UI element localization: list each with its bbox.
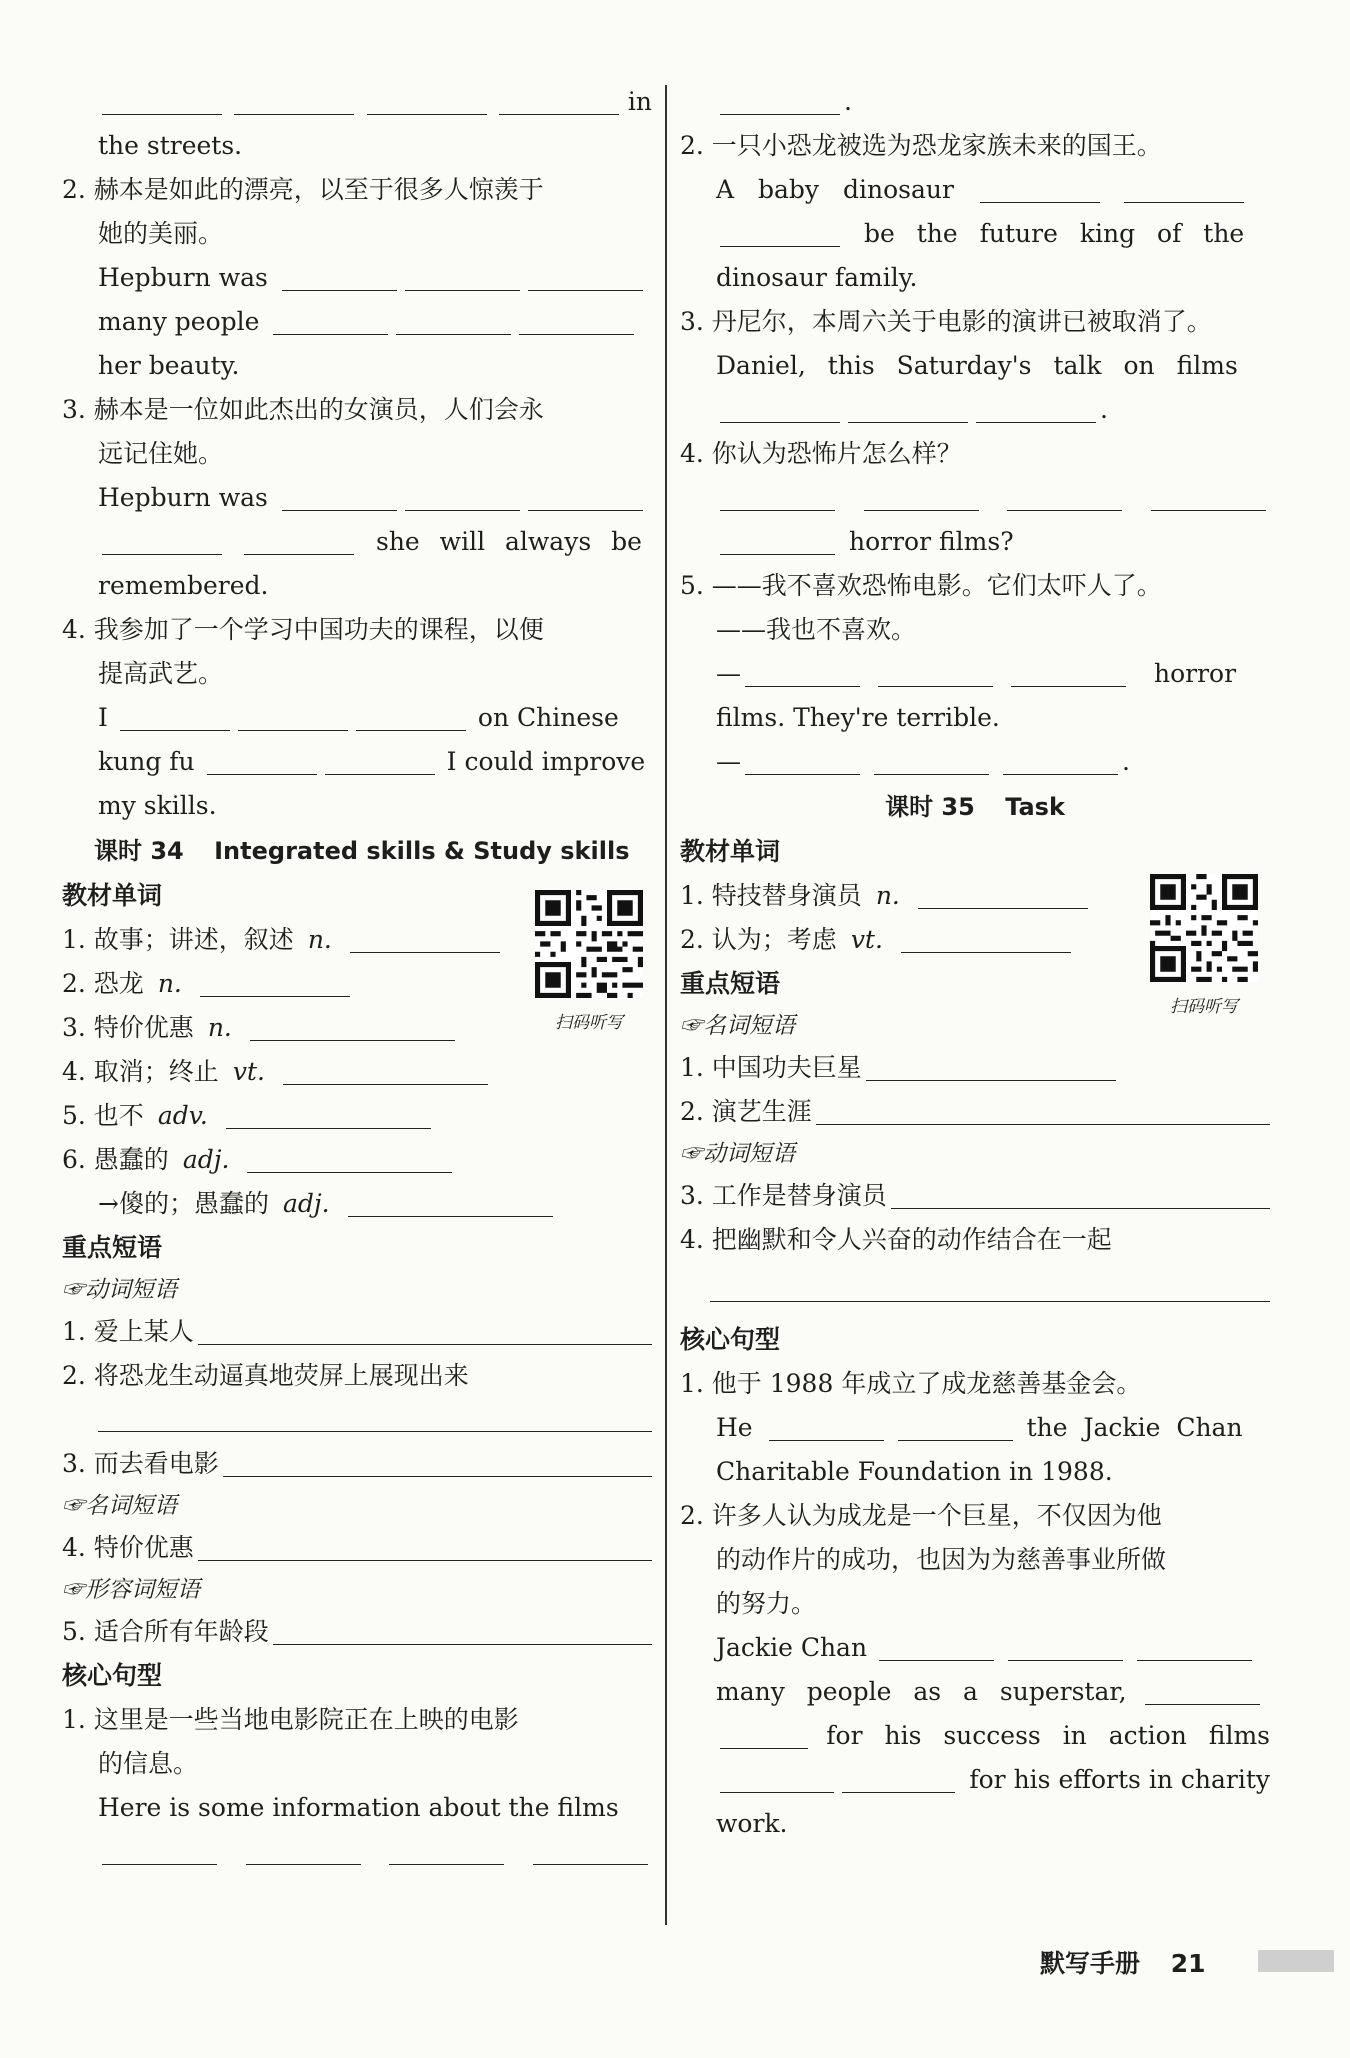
question-2: 2. 赫本是如此的漂亮，以至于很多人惊羡于 <box>62 175 544 204</box>
blank[interactable] <box>874 754 989 775</box>
blank[interactable] <box>234 94 354 115</box>
blank[interactable] <box>864 490 979 511</box>
text: I <box>98 703 108 732</box>
phrase-item <box>62 1310 652 1354</box>
qr-left <box>535 890 643 1033</box>
phrase-cn: 3. 而去看电影 <box>62 1449 219 1478</box>
text-line: Here is some information about the films <box>98 1793 619 1822</box>
blank[interactable] <box>396 314 511 335</box>
vocab-pos: adj. <box>282 1189 330 1218</box>
blank[interactable] <box>891 1188 1270 1209</box>
answer-line <box>62 520 652 564</box>
text: . <box>844 87 852 116</box>
blank[interactable] <box>102 534 222 555</box>
text-line: 的信息。 <box>98 1749 199 1778</box>
blank[interactable] <box>120 710 230 731</box>
text-line: 提高武艺。 <box>98 659 224 688</box>
blank[interactable] <box>226 1108 431 1129</box>
blank[interactable] <box>223 1456 652 1477</box>
blank[interactable] <box>976 402 1096 423</box>
blank-line <box>62 1398 652 1442</box>
question-3: 3. 丹尼尔，本周六关于电影的演讲已被取消了。 <box>680 307 1212 336</box>
lesson-number: 课时 34 <box>94 837 184 865</box>
text-line: my skills. <box>98 791 217 820</box>
answer-line <box>62 476 652 520</box>
text: He <box>716 1413 753 1442</box>
answer-line <box>680 168 1270 212</box>
text: Jackie Chan <box>716 1633 868 1662</box>
blank[interactable] <box>207 754 317 775</box>
blank[interactable] <box>282 490 397 511</box>
text: in <box>627 87 652 116</box>
phrase-cn: 2. 演艺生涯 <box>680 1097 812 1126</box>
vocab-pos: adj. <box>182 1145 230 1174</box>
blank[interactable] <box>980 182 1100 203</box>
vocab-cn: 4. 取消；终止 <box>62 1057 219 1086</box>
blank[interactable] <box>1145 1684 1260 1705</box>
blank[interactable] <box>720 490 835 511</box>
answer-line <box>680 740 1270 784</box>
blank[interactable] <box>918 888 1088 909</box>
blank[interactable] <box>898 1420 1013 1441</box>
text: horror <box>1154 659 1237 688</box>
text-line: 远记住她。 <box>98 439 224 468</box>
text: many people as a superstar, <box>716 1677 1127 1706</box>
blank[interactable] <box>816 1104 1270 1125</box>
blank[interactable] <box>710 1300 1270 1302</box>
blank-line <box>680 80 1270 124</box>
vocab-pos: n. <box>157 969 182 998</box>
text-line: ——我也不喜欢。 <box>716 615 917 644</box>
answer-line <box>62 740 652 784</box>
lesson-34-title <box>62 828 652 874</box>
blank[interactable] <box>1124 182 1244 203</box>
blank-line <box>680 388 1270 432</box>
blank[interactable] <box>848 402 968 423</box>
blank[interactable] <box>246 1844 361 1865</box>
text: — <box>716 747 741 776</box>
verb-phrases-label: ☞动词短语 <box>680 1141 795 1167</box>
blank[interactable] <box>519 314 634 335</box>
blank[interactable] <box>1151 490 1266 511</box>
vocab-item <box>62 1050 652 1094</box>
vocab-pos: n. <box>207 1013 232 1042</box>
blank[interactable] <box>247 1152 452 1173</box>
vocab-cn: →傻的；愚蠢的 <box>98 1189 269 1218</box>
lesson-name: Task <box>1005 793 1065 821</box>
question-2: 2. 一只小恐龙被选为恐龙家族未来的国王。 <box>680 131 1162 160</box>
vocab-pos: vt. <box>232 1057 265 1086</box>
qr-right <box>1150 874 1258 1017</box>
phrase-item: 4. 把幽默和令人兴奋的动作结合在一起 <box>680 1225 1112 1254</box>
noun-phrases-label: ☞名词短语 <box>62 1493 177 1519</box>
blank[interactable] <box>720 402 840 423</box>
phrase-item <box>680 1174 1270 1218</box>
answer-line <box>680 1406 1270 1450</box>
text: be the future king of the <box>864 219 1245 248</box>
answer-line <box>680 1714 1270 1758</box>
blank-line <box>680 476 1270 520</box>
text: for his success in action films <box>826 1721 1270 1750</box>
text: I could improve <box>446 747 646 776</box>
phrase-cn: 3. 工作是替身演员 <box>680 1181 887 1210</box>
blank[interactable] <box>533 1844 648 1865</box>
text: . <box>1122 747 1130 776</box>
text: the Jackie Chan <box>1026 1413 1243 1442</box>
qr-code-icon[interactable] <box>535 890 643 998</box>
answer-line <box>62 696 652 740</box>
sentence-item: 1. 这里是一些当地电影院正在上映的电影 <box>62 1705 519 1734</box>
text: A baby dinosaur <box>716 175 954 204</box>
question-3: 3. 赫本是一位如此杰出的女演员，人们会永 <box>62 395 544 424</box>
section-vocab: 教材单词 <box>62 881 163 910</box>
vocab-cn: 2. 恐龙 <box>62 969 144 998</box>
verb-phrases-label: ☞动词短语 <box>62 1277 177 1303</box>
section-sentences: 核心句型 <box>62 1661 163 1690</box>
qr-caption: 扫码听写 <box>555 1013 623 1033</box>
vocab-cn: 1. 故事；讲述，叙述 <box>62 925 294 954</box>
sentence-item: 2. 许多人认为成龙是一个巨星，不仅因为他 <box>680 1501 1162 1530</box>
vocab-item <box>62 1182 652 1226</box>
phrase-cn: 1. 中国功夫巨星 <box>680 1053 862 1082</box>
text-line: work. <box>716 1809 788 1838</box>
text: — <box>716 659 741 688</box>
blank-line <box>680 1262 1270 1318</box>
text: kung fu <box>98 747 195 776</box>
vocab-pos: n. <box>875 881 900 910</box>
section-vocab: 教材单词 <box>680 837 781 866</box>
question-4: 4. 我参加了一个学习中国功夫的课程，以便 <box>62 615 544 644</box>
lesson-number: 课时 35 <box>885 793 975 821</box>
vocab-cn: 5. 也不 <box>62 1101 144 1130</box>
blank[interactable] <box>878 666 993 687</box>
noun-phrases-label: ☞名词短语 <box>680 1013 795 1039</box>
lesson-35-title <box>680 784 1270 830</box>
question-5: 5. ——我不喜欢恐怖电影。它们太吓人了。 <box>680 571 1162 600</box>
blank[interactable] <box>367 94 487 115</box>
blank[interactable] <box>198 1324 652 1345</box>
answer-line <box>680 1626 1270 1670</box>
blank[interactable] <box>842 1772 956 1793</box>
text-line: remembered. <box>98 571 269 600</box>
blank[interactable] <box>769 1420 884 1441</box>
blank[interactable] <box>102 94 222 115</box>
section-phrases: 重点短语 <box>680 969 781 998</box>
blank[interactable] <box>98 1430 652 1432</box>
vocab-cn: 1. 特技替身演员 <box>680 881 862 910</box>
blank[interactable] <box>244 534 354 555</box>
blank[interactable] <box>198 1540 652 1561</box>
blank[interactable] <box>528 270 643 291</box>
qr-code-icon[interactable] <box>1150 874 1258 982</box>
text: many people <box>98 307 260 336</box>
text: Hepburn was <box>98 263 268 292</box>
vocab-item <box>62 1138 652 1182</box>
blank[interactable] <box>102 1844 217 1865</box>
text-line: Daniel, this Saturday's talk on films <box>716 351 1238 380</box>
sentence-item: 1. 他于 1988 年成立了成龙慈善基金会。 <box>680 1369 1142 1398</box>
text-line: 的动作片的成功，也因为为慈善事业所做 <box>716 1545 1167 1574</box>
text: horror films? <box>849 527 1014 556</box>
blank[interactable] <box>405 490 520 511</box>
answer-line <box>680 652 1270 696</box>
blank[interactable] <box>283 1064 488 1085</box>
vocab-cn: 2. 认为；考虑 <box>680 925 837 954</box>
text-line: the streets. <box>98 131 243 160</box>
page-number: 21 <box>1170 1949 1206 1978</box>
page-footer <box>1040 1944 1206 1980</box>
vocab-cn: 6. 愚蠢的 <box>62 1145 169 1174</box>
blank-line <box>62 1830 652 1874</box>
lesson-name: Integrated skills & Study skills <box>214 837 630 865</box>
blank[interactable] <box>879 1640 994 1661</box>
section-phrases: 重点短语 <box>62 1233 163 1262</box>
phrase-item: 2. 将恐龙生动逼真地荧屏上展现出来 <box>62 1361 469 1390</box>
blank[interactable] <box>250 1020 455 1041</box>
answer-line <box>62 300 652 344</box>
blank[interactable] <box>238 710 348 731</box>
vocab-pos: adv. <box>157 1101 208 1130</box>
text-line: dinosaur family. <box>716 263 918 292</box>
footer-label: 默写手册 <box>1040 1949 1141 1978</box>
blank[interactable] <box>866 1060 1116 1081</box>
answer-line <box>62 256 652 300</box>
phrase-item <box>680 1046 1270 1090</box>
text-line: Charitable Foundation in 1988. <box>716 1457 1113 1486</box>
blank-line <box>62 80 652 124</box>
text-line: her beauty. <box>98 351 240 380</box>
blank[interactable] <box>1011 666 1126 687</box>
column-divider <box>665 85 667 1925</box>
blank[interactable] <box>499 94 619 115</box>
blank[interactable] <box>720 534 835 555</box>
text-line: 她的美丽。 <box>98 219 224 248</box>
adj-phrases-label: ☞形容词短语 <box>62 1577 200 1603</box>
blank[interactable] <box>273 1624 652 1645</box>
blank[interactable] <box>745 754 860 775</box>
answer-line <box>680 1758 1270 1802</box>
question-4: 4. 你认为恐怖片怎么样？ <box>680 439 962 468</box>
blank[interactable] <box>1007 490 1122 511</box>
qr-caption: 扫码听写 <box>1170 997 1238 1017</box>
phrase-item <box>680 1090 1270 1134</box>
answer-line <box>680 212 1270 256</box>
blank[interactable] <box>356 710 466 731</box>
blank[interactable] <box>745 666 860 687</box>
blank[interactable] <box>200 976 350 997</box>
blank[interactable] <box>1137 1640 1252 1661</box>
phrase-item <box>62 1442 652 1486</box>
blank[interactable] <box>1003 754 1118 775</box>
text: . <box>1100 395 1108 424</box>
phrase-cn: 4. 特价优惠 <box>62 1533 194 1562</box>
phrase-cn: 1. 爱上某人 <box>62 1317 194 1346</box>
blank[interactable] <box>325 754 435 775</box>
vocab-cn: 3. 特价优惠 <box>62 1013 194 1042</box>
phrase-cn: 5. 适合所有年龄段 <box>62 1617 269 1646</box>
text: on Chinese <box>477 703 619 732</box>
text: Hepburn was <box>98 483 268 512</box>
blank[interactable] <box>720 94 840 115</box>
text-line: films. They're terrible. <box>716 703 1000 732</box>
blank[interactable] <box>273 314 388 335</box>
blank[interactable] <box>720 1772 834 1793</box>
blank[interactable] <box>720 1728 808 1749</box>
text-line: 的努力。 <box>716 1589 817 1618</box>
blank[interactable] <box>528 490 643 511</box>
vocab-pos: vt. <box>850 925 883 954</box>
answer-line <box>680 1670 1270 1714</box>
vocab-item <box>62 1094 652 1138</box>
footer-bar <box>1258 1950 1334 1972</box>
blank[interactable] <box>389 1844 504 1865</box>
phrase-item <box>62 1526 652 1570</box>
answer-line <box>680 520 1270 564</box>
blank[interactable] <box>405 270 520 291</box>
blank[interactable] <box>350 932 500 953</box>
blank[interactable] <box>901 932 1071 953</box>
blank[interactable] <box>1008 1640 1123 1661</box>
text: for his efforts in charity <box>969 1765 1270 1794</box>
blank[interactable] <box>720 226 840 247</box>
section-sentences: 核心句型 <box>680 1325 781 1354</box>
text: she will always be <box>376 527 642 556</box>
blank[interactable] <box>348 1196 553 1217</box>
phrase-item <box>62 1610 652 1654</box>
blank[interactable] <box>282 270 397 291</box>
vocab-pos: n. <box>307 925 332 954</box>
